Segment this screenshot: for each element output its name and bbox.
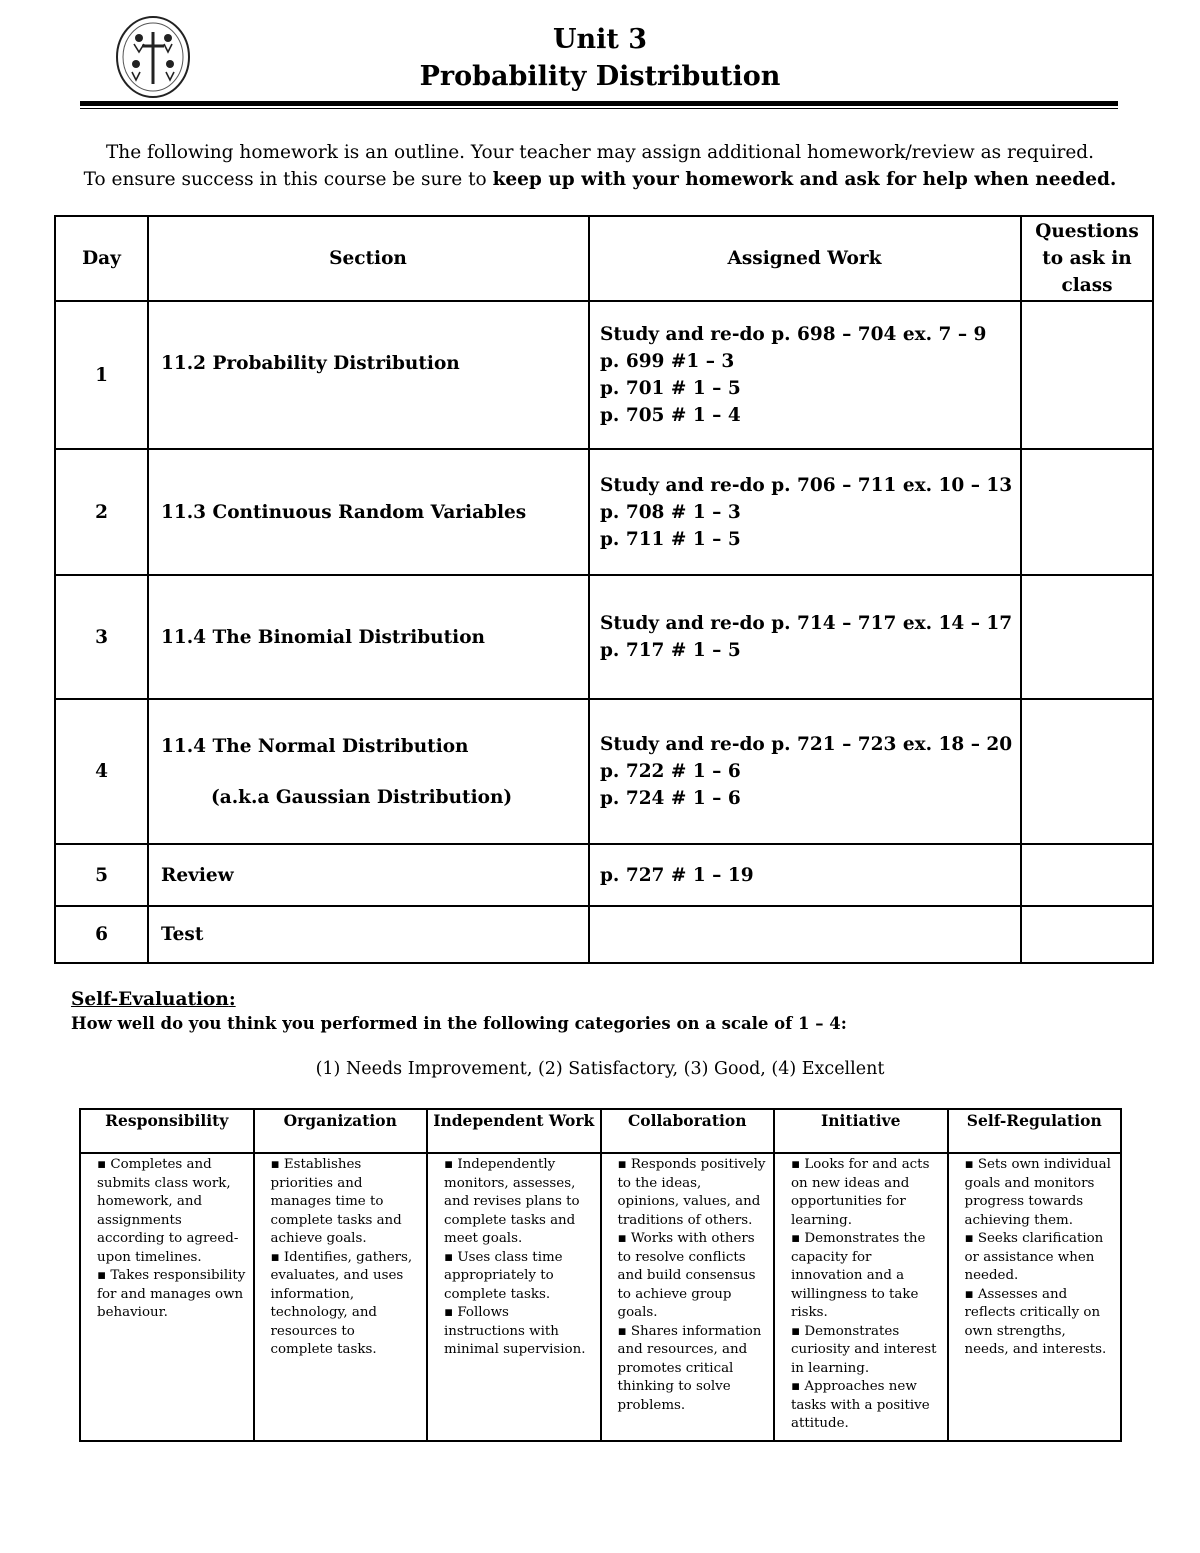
intro-line-2-emphasis: keep up with your homework and ask for help when needed.	[492, 169, 1117, 190]
questions-cell	[1021, 699, 1153, 844]
self-evaluation-table	[79, 1108, 1122, 1442]
day-cell: 5	[55, 844, 148, 906]
criterion-item: ▪ Independently monitors, assesses, and revises plans to complete tasks and meet goals.	[444, 1157, 580, 1246]
self-evaluation-heading-colon: :	[228, 989, 236, 1010]
table-row	[55, 906, 1153, 963]
criterion-item: ▪ Sets own individual goals and monitors progress towards achieving them.	[964, 1157, 1111, 1228]
criterion-item: ▪ Takes responsibility for and manages own behaviour.	[97, 1268, 246, 1320]
assigned-work-cell	[589, 699, 1021, 844]
self-evaluation-question: How well do you think you performed in the following categories on a scale of 1 – 4:	[71, 1014, 847, 1033]
work-line: Study and re-do p. 706 – 711 ex. 10 – 13	[600, 474, 1013, 496]
assigned-work-cell	[589, 844, 1021, 906]
self-evaluation-heading	[71, 989, 236, 1010]
day-cell: 2	[55, 449, 148, 575]
day-cell: 4	[55, 699, 148, 844]
school-crest-icon	[112, 14, 194, 100]
table-row	[55, 844, 1153, 906]
header-section: Section	[148, 216, 589, 301]
day-cell: 1	[55, 301, 148, 449]
self-evaluation-heading-text: Self-Evaluation	[71, 989, 229, 1010]
rating-scale: (1) Needs Improvement, (2) Satisfactory, (3) Good, (4) Excellent	[315, 1059, 885, 1079]
criterion-item: ▪ Responds positively to the ideas, opinions, values, and traditions of others.	[617, 1157, 766, 1228]
criterion-item: ▪ Completes and submits class work, homework, and assignments according to agreed-upon timelines.	[97, 1157, 239, 1265]
table-row	[55, 575, 1153, 699]
criterion-item: ▪ Works with others to resolve conflicts and build consensus to achieve group goals.	[617, 1231, 756, 1320]
section-cell: 11.2 Probability Distribution	[148, 301, 589, 449]
section-title: 11.4 The Normal Distribution	[161, 735, 469, 757]
criterion-item: ▪ Approaches new tasks with a positive attitude.	[791, 1379, 930, 1431]
day-cell: 6	[55, 906, 148, 963]
work-line: p. 705 # 1 – 4	[600, 405, 741, 426]
criteria-organization	[254, 1153, 428, 1441]
header-rule-thin	[80, 108, 1118, 109]
header-day: Day	[55, 216, 148, 301]
category-self-regulation: Self-Regulation	[948, 1109, 1122, 1153]
page-title-topic: Probability Distribution	[419, 61, 781, 92]
section-cell: 11.4 The Binomial Distribution	[148, 575, 589, 699]
assigned-work-cell	[589, 575, 1021, 699]
day-cell: 3	[55, 575, 148, 699]
assigned-work-cell	[589, 449, 1021, 575]
assigned-work-cell	[589, 301, 1021, 449]
criterion-item: ▪ Assesses and reflects critically on own strengths, needs, and interests.	[964, 1286, 1107, 1357]
header-rule	[80, 101, 1118, 106]
self-evaluation-header-row	[80, 1109, 1121, 1153]
intro-line-2-text: To ensure success in this course be sure to	[83, 169, 493, 190]
section-subtitle: (a.k.a Gaussian Distribution)	[211, 786, 513, 808]
section-cell: Test	[148, 906, 589, 963]
intro-line-2	[60, 166, 1140, 193]
category-responsibility: Responsibility	[80, 1109, 254, 1153]
work-line: Study and re-do p. 721 – 723 ex. 18 – 20	[600, 734, 1013, 755]
intro-line-1: The following homework is an outline. Your teacher may assign additional homework/review as required.	[105, 142, 1095, 163]
category-collaboration: Collaboration	[601, 1109, 775, 1153]
criteria-initiative	[774, 1153, 948, 1441]
work-line: p. 699 #1 – 3	[600, 351, 735, 372]
criterion-item: ▪ Shares information and resources, and promotes critical thinking to solve problems.	[617, 1323, 762, 1413]
header-questions: Questions to ask in class	[1021, 216, 1153, 301]
questions-cell	[1021, 844, 1153, 906]
criterion-item: ▪ Follows instructions with minimal supervision.	[444, 1305, 586, 1357]
criterion-item: ▪ Looks for and acts on new ideas and opportunities for learning.	[791, 1157, 930, 1228]
page-title-unit: Unit 3	[552, 24, 648, 55]
work-line: p. 717 # 1 – 5	[600, 640, 741, 661]
questions-cell	[1021, 449, 1153, 575]
criteria-self-regulation	[948, 1153, 1122, 1441]
criterion-item: ▪ Identifies, gathers, evaluates, and uses information, technology, and resources to complete tasks.	[270, 1249, 413, 1357]
criterion-item: ▪ Demonstrates the capacity for innovation and a willingness to take risks.	[791, 1231, 926, 1320]
criteria-responsibility	[80, 1153, 254, 1441]
assigned-work-cell	[589, 906, 1021, 963]
work-line: p. 722 # 1 – 6	[600, 761, 741, 782]
section-cell: 11.3 Continuous Random Variables	[148, 449, 589, 575]
criterion-item: ▪ Establishes priorities and manages time to complete tasks and achieve goals.	[270, 1157, 402, 1246]
work-line: Study and re-do p. 714 – 717 ex. 14 – 17	[600, 613, 1013, 634]
table-row	[55, 301, 1153, 449]
questions-cell	[1021, 301, 1153, 449]
section-cell	[148, 699, 589, 844]
work-line: p. 724 # 1 – 6	[600, 788, 741, 809]
homework-table	[54, 215, 1154, 964]
criterion-item: ▪ Seeks clarification or assistance when needed.	[964, 1231, 1104, 1283]
category-initiative: Initiative	[774, 1109, 948, 1153]
work-line: p. 727 # 1 – 19	[600, 864, 754, 886]
homework-header-row	[55, 216, 1153, 301]
table-row	[55, 699, 1153, 844]
criterion-item: ▪ Uses class time appropriately to complete tasks.	[444, 1249, 563, 1302]
questions-cell	[1021, 575, 1153, 699]
criterion-item: ▪ Demonstrates curiosity and interest in learning.	[791, 1323, 937, 1376]
header-assigned-work: Assigned Work	[589, 216, 1021, 301]
criteria-independent-work	[427, 1153, 601, 1441]
work-line: p. 711 # 1 – 5	[600, 528, 741, 550]
work-line: p. 708 # 1 – 3	[600, 501, 741, 523]
work-line: p. 701 # 1 – 5	[600, 378, 741, 399]
table-row	[55, 449, 1153, 575]
work-line: Study and re-do p. 698 – 704 ex. 7 – 9	[600, 324, 987, 345]
category-independent-work: Independent Work	[427, 1109, 601, 1153]
criteria-collaboration	[601, 1153, 775, 1441]
category-organization: Organization	[254, 1109, 428, 1153]
questions-cell	[1021, 906, 1153, 963]
self-evaluation-criteria-row	[80, 1153, 1121, 1441]
section-cell: Review	[148, 844, 589, 906]
